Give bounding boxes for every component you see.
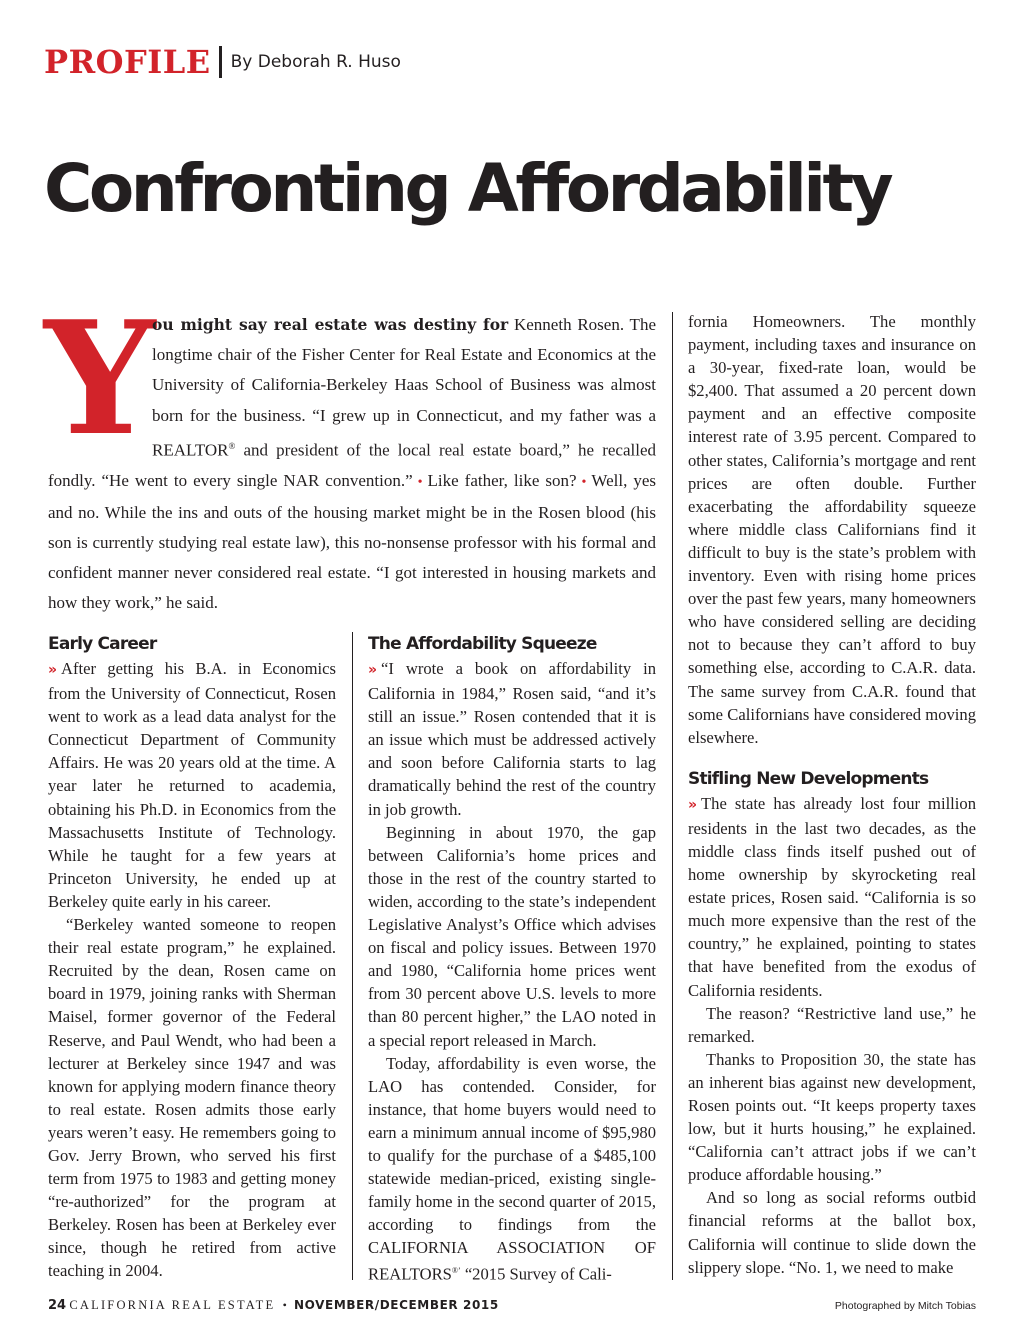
paragraph: “Berkeley wanted someone to reopen their real estate program,” he explained. Recruited by the dean, Rosen came on board in 1979, joining ranks with Sherman Maisel, former governor of the Federal Reserve, and Paul Wendt, who had been a lecturer at Berkeley since 1947 and was known for applying modern finance theory to real estate. Rosen admits those early years weren’t easy. He remembers going to Gov. Jerry Brown, who served his first term from 1975 to 1983 and getting money “re-authorized” for the program at Berkeley. Rosen has been at Berkeley ever since, though he retired from active teaching in 2004. <box>48 915 336 1281</box>
bullet-dot-icon: • <box>417 474 423 490</box>
chevron-right-icon: » <box>48 662 56 678</box>
article-headline: Confronting Affordability <box>44 150 891 227</box>
intro-text-4: Well, yes and no. While the ins and outs of the housing market might be in the Rosen blood (his son is currently studying real estate law), this no-nonsense professor with his formal and confident manner never considered real estate. “I got interested in housing markets and how they work,” he said. <box>48 470 656 613</box>
section-header <box>44 42 401 82</box>
lead-in: ou might say real estate was destiny for <box>152 315 509 334</box>
column-rule <box>672 312 673 1280</box>
byline: By Deborah R. Huso <box>230 52 401 72</box>
column-rule <box>352 632 353 1280</box>
bullet-dot-icon: • <box>581 474 587 490</box>
footer-separator: • <box>282 1298 287 1312</box>
chevron-right-icon: » <box>688 796 696 813</box>
paragraph: fornia Homeowners. The monthly payment, including taxes and insurance on a 30-year, fixed-rate loan, would be $2,400. That assumed a 20 percent down payment and an effective composite interest rate of 3.95 percent. Compared to other states, California’s mortgage and rent prices are often double. Further exacerbating the affordability squeeze where middle class Californians find it difficult to buy is the state’s problem with inventory. Even with rising home prices over the past few years, many homeowners who have considered selling are deciding not to because they can’t afford to buy something else, according to C.A.R. data. The same survey from C.A.R. found that some Californians have considered moving elsewhere. <box>688 312 976 747</box>
paragraph: “I wrote a book on affordability in California in 1984,” Rosen said, “and it’s still an issue.” Rosen contended that it is an issue which must be addressed actively and soon before California starts to lag dramatically behind the rest of the country in job growth. <box>368 659 656 819</box>
paragraph: The state has already lost four million residents in the last two decades, as the middle class finds itself pushed out of home ownership by skyrocketing real estate prices, Rosen said. “California is so much more expensive than the rest of the country,” he explained, pointing to states that have benefited from the exodus of California residents. <box>688 793 976 1000</box>
paragraph: Today, affordability is even worse, the LAO has contended. Consider, for instance, that home buyers would need to earn a minimum annual income of $95,980 to qualify for the purchase of a $485,100 statewide median-priced, existing single-family home in the second quarter of 2015, according to findings from the CALIFORNIA ASSOCIATION OF REALTORS <box>368 1053 656 1284</box>
section-label: PROFILE <box>44 43 211 81</box>
registered-mark: ® <box>228 440 236 451</box>
paragraph: The reason? “Restrictive land use,” he remarked. <box>688 1003 976 1046</box>
intro-paragraph <box>44 287 656 619</box>
drop-cap: Y <box>44 287 156 470</box>
intro-text-2: and president of the local real estate board,” he recalled fondly. “He went to every single NAR convention.” <box>48 440 656 490</box>
subhead-affordability-squeeze: The Affordability Squeeze <box>368 634 597 654</box>
chevron-right-icon: » <box>368 662 376 678</box>
paragraph: And so long as social reforms outbid financial reforms at the ballot box, California will continue to slide down the slippery slope. “No. 1, we need to make <box>688 1188 976 1277</box>
paragraph: Thanks to Proposition 30, the state has an inherent bias against new development, Rosen points out. “It keeps property taxes low, but it hurts housing,” he explained. “California can’t attract jobs if we can’t produce affordable housing.” <box>688 1049 976 1185</box>
column-1 <box>48 632 336 1283</box>
issue-date: NOVEMBER/DECEMBER 2015 <box>294 1298 499 1312</box>
header-divider <box>219 46 222 78</box>
intro-text-3: Like father, like son? <box>427 470 577 490</box>
column-3 <box>688 310 976 1279</box>
subhead-early-career: Early Career <box>48 634 157 654</box>
paragraph: After getting his B.A. in Economics from the University of Connecticut, Rosen went to work as a lead data analyst for the Connecticut Department of Community Affairs. He was 20 years old at the time. A year later he returned to academia, obtaining his Ph.D. in Economics from the Massachusetts Institute of Technology. While he taught for a few years at Princeton University, he ended up at Berkeley quite early in his career. <box>48 659 336 911</box>
paragraph: Beginning in about 1970, the gap between California’s home prices and those in the rest of the country started to widen, according to the state’s independent Legislative Analyst’s Office which advises on fiscal and policy issues. Between 1970 and 1980, “California home prices went from 30 percent above U.S. levels to more than 80 percent higher,” the LAO noted in a special report released in March. <box>368 822 656 1050</box>
publication-name: CALIFORNIA REAL ESTATE <box>69 1298 276 1312</box>
page-footer <box>48 1297 499 1313</box>
registered-mark: ®’ <box>451 1266 461 1276</box>
photo-credit: Photographed by Mitch Tobias <box>834 1300 976 1312</box>
subhead-stifling-new-developments: Stifling New Developments <box>688 768 929 789</box>
page-number: 24 <box>48 1298 67 1313</box>
intro-text-1: Kenneth Rosen. The longtime chair of the Fisher Center for Real Estate and Economics at the University of California-Berkeley Haas School of Business was almost born for the business. “I grew up in Connecticut, and my father was a REALTOR <box>152 315 656 460</box>
column-2 <box>368 632 656 1286</box>
paragraph-end: “2015 Survey of Cali- <box>460 1264 612 1284</box>
